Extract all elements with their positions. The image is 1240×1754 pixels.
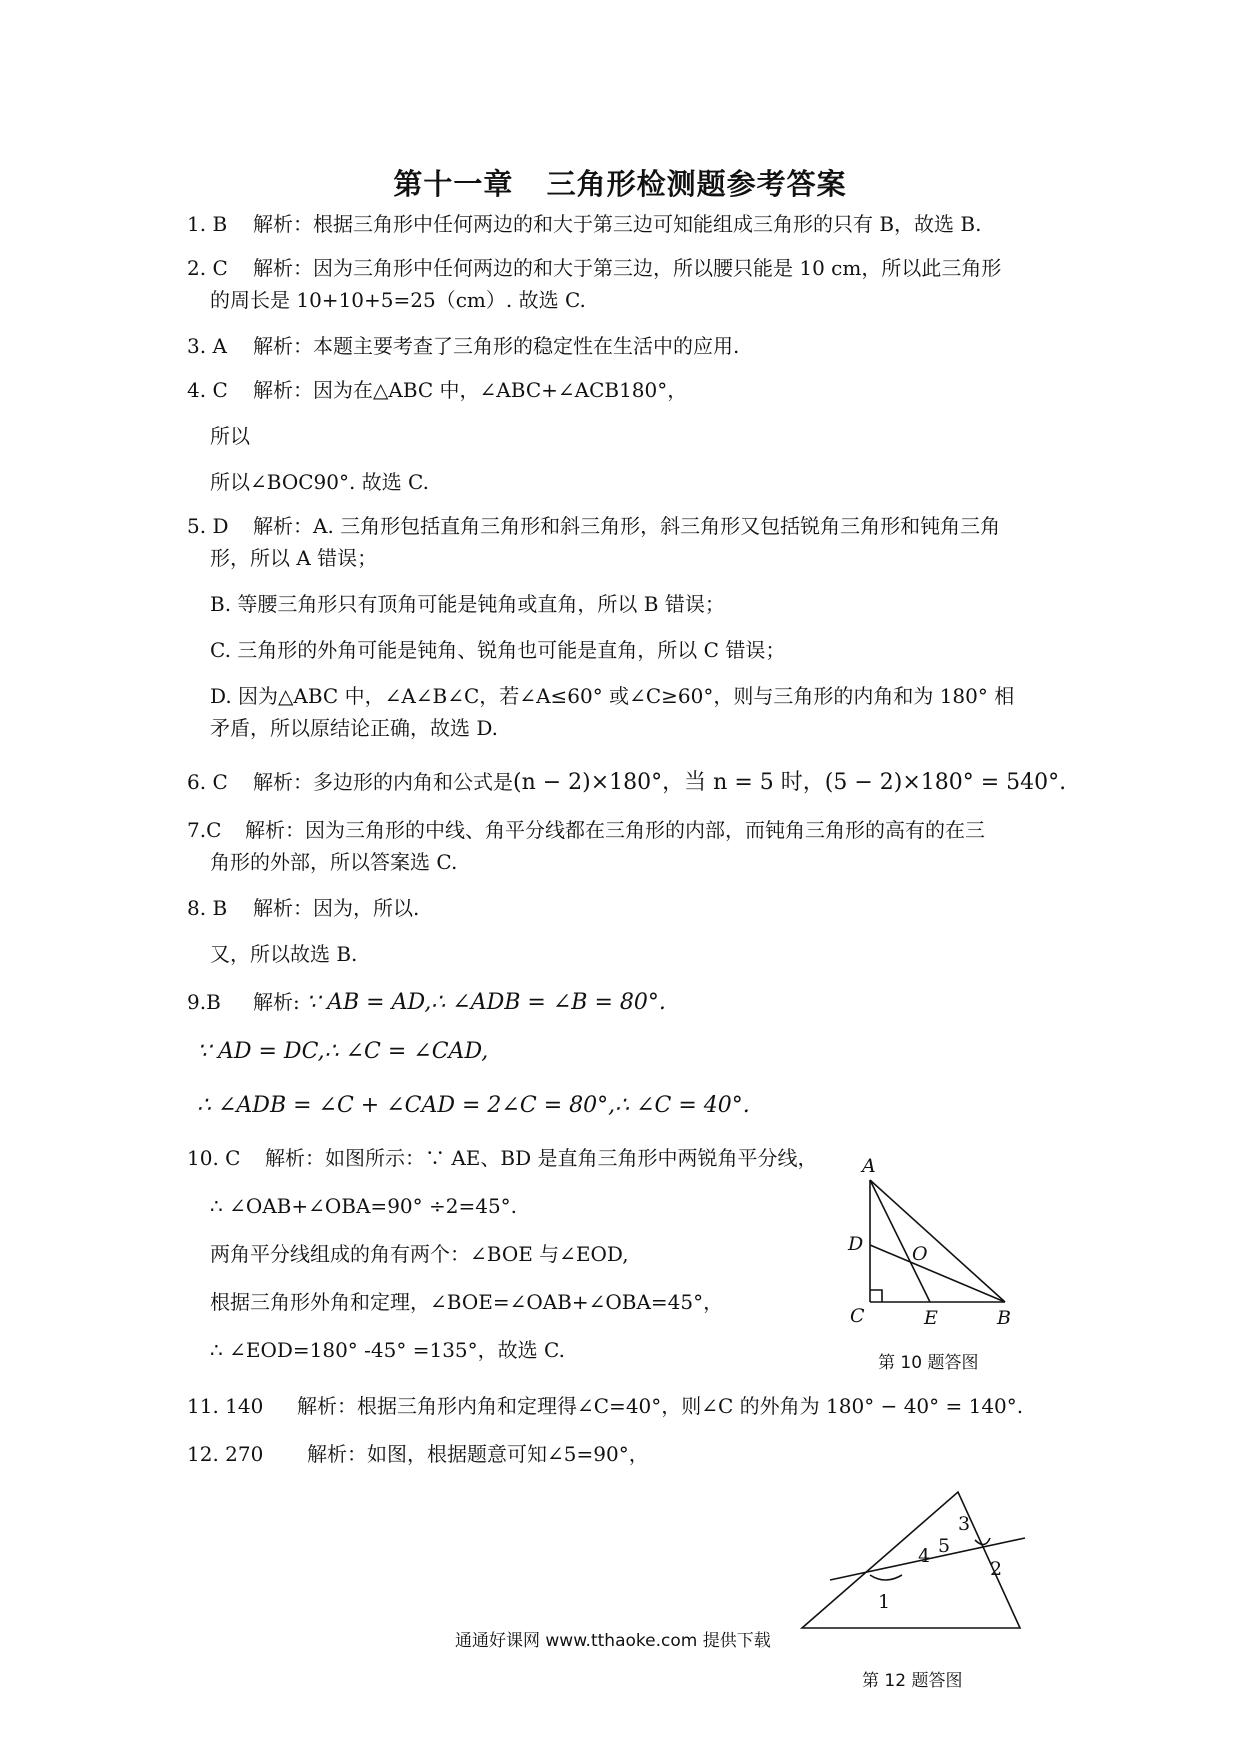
answer-1 <box>187 212 981 236</box>
answer-number: 10. C <box>187 1146 241 1170</box>
triangle-figure-12 <box>790 1480 1030 1640</box>
label-a: A <box>862 1155 876 1177</box>
label-3: 3 <box>958 1513 971 1535</box>
figure-10-caption: 第 10 题答图 <box>878 1353 979 1373</box>
answer-9 <box>187 990 666 1015</box>
answer-number: 6. C <box>187 770 228 794</box>
bisector-bd <box>870 1245 1005 1302</box>
answer-10-line4: 根据三角形外角和定理，∠BOE=∠OAB+∠OBA=45°， <box>210 1290 724 1314</box>
answer-8-cont: 又，所以故选 B. <box>210 942 358 966</box>
answer-text: 解析：A. 三角形包括直角三角形和斜三角形，斜三角形又包括锐角三角形和钝角三角 <box>253 514 1001 538</box>
answer-number: 11. 140 <box>187 1394 264 1418</box>
answer-5-b: B. 等腰三角形只有顶角可能是钝角或直角，所以 B 错误； <box>210 592 725 616</box>
formula-1: ∵ AB = AD,∴ ∠ADB = ∠B = 80°. <box>306 990 666 1015</box>
answer-7-cont: 角形的外部，所以答案选 C. <box>210 850 458 874</box>
answer-number: 7.C <box>187 818 222 842</box>
footer-source: 通通好课网 www.tthaoke.com 提供下载 <box>455 1631 771 1651</box>
answer-4-line2: 所以 <box>210 424 250 448</box>
label-1: 1 <box>878 1591 891 1613</box>
answer-5-cont: 形，所以 A 错误； <box>210 546 378 570</box>
side-ab <box>870 1180 1005 1302</box>
answer-number: 3. A <box>187 334 227 358</box>
label-c: C <box>850 1305 865 1327</box>
answer-number: 5. D <box>187 514 229 538</box>
answer-text: 解析：本题主要考查了三角形的稳定性在生活中的应用. <box>253 334 740 358</box>
answer-7 <box>187 818 985 842</box>
answer-10-line5: ∴ ∠EOD=180° -45° =135°，故选 C. <box>210 1338 565 1362</box>
answer-10-line2: ∴ ∠OAB+∠OBA=90° ÷2=45°. <box>210 1194 518 1218</box>
answer-10 <box>187 1146 818 1170</box>
triangle-figure-10 <box>840 1150 1020 1345</box>
answer-5-d: D. 因为△ABC 中，∠A∠B∠C，若∠A≤60° 或∠C≥60°，则与三角形的内角和为 180° 相 <box>210 684 1015 708</box>
answer-number: 2. C <box>187 256 228 280</box>
formula-3: ∴ ∠ADB = ∠C + ∠CAD = 2∠C = 80°,∴ ∠C = 40°. <box>197 1093 750 1118</box>
formula-2: ∵ AD = DC,∴ ∠C = ∠CAD, <box>197 1039 489 1064</box>
answer-5 <box>187 514 1000 538</box>
answer-text: 解析：因为，所以. <box>253 896 420 920</box>
answer-text: 解析：根据三角形内角和定理得∠C=40°，则∠C 的外角为 180° − 40° = 140°. <box>297 1394 1024 1418</box>
answer-text: 解析：因为三角形中任何两边的和大于第三边，所以腰只能是 10 cm，所以此三角形 <box>253 256 1002 280</box>
answer-5-d2: 矛盾，所以原结论正确，故选 D. <box>210 716 499 740</box>
answer-number: 1. B <box>187 212 228 236</box>
answer-12 <box>187 1442 649 1466</box>
answer-number: 8. B <box>187 896 228 920</box>
label-2: 2 <box>990 1558 1003 1580</box>
figure-12-caption: 第 12 题答图 <box>862 1671 963 1691</box>
angle-1-arc <box>870 1575 902 1580</box>
answer-text: 解析：因为在△ABC 中，∠ABC+∠ACB180°， <box>253 378 688 402</box>
answer-text: 解析：根据三角形中任何两边的和大于第三边可知能组成三角形的只有 B，故选 B. <box>253 212 982 236</box>
answer-text: 解析：如图所示：∵ AE、BD 是直角三角形中两锐角平分线， <box>265 1146 818 1170</box>
label-b: B <box>997 1307 1011 1329</box>
answer-5-c: C. 三角形的外角可能是钝角、锐角也可能是直角，所以 C 错误； <box>210 638 786 662</box>
answer-8 <box>187 896 419 920</box>
answer-6 <box>187 770 1066 795</box>
answer-number: 12. 270 <box>187 1442 264 1466</box>
label-e: E <box>924 1307 938 1329</box>
answer-number: 9.B <box>187 990 221 1014</box>
label-d: D <box>848 1233 864 1255</box>
right-angle-mark <box>870 1290 882 1302</box>
answer-10-line3: 两角平分线组成的角有两个：∠BOE 与∠EOD, <box>210 1242 629 1266</box>
angle-2-arc <box>975 1538 990 1545</box>
label-o: O <box>912 1243 928 1265</box>
answer-2-cont: 的周长是 10+10+5=25（cm）. 故选 C. <box>210 288 586 312</box>
answer-number: 4. C <box>187 378 228 402</box>
page-title: 第十一章 三角形检测题参考答案 <box>393 167 847 201</box>
label-4: 4 <box>918 1545 931 1567</box>
large-triangle <box>802 1492 1020 1628</box>
answer-text: 解析：因为三角形的中线、角平分线都在三角形的内部，而钝角三角形的高有的在三 <box>245 818 985 842</box>
answer-11 <box>187 1394 1023 1418</box>
answer-4 <box>187 378 687 402</box>
answer-text: 解析：多边形的内角和公式是 <box>253 770 513 794</box>
answer-4-line3: 所以∠BOC90°. 故选 C. <box>210 470 429 494</box>
formula: (n − 2)×180°，当 n = 5 时，(5 − 2)×180° = 540°. <box>513 770 1067 795</box>
answer-3 <box>187 334 739 358</box>
answer-text: 解析: <box>253 990 300 1014</box>
label-5: 5 <box>938 1535 951 1557</box>
answer-text: 解析：如图，根据题意可知∠5=90°， <box>307 1442 649 1466</box>
answer-2 <box>187 256 1001 280</box>
bisector-ae <box>870 1180 930 1302</box>
